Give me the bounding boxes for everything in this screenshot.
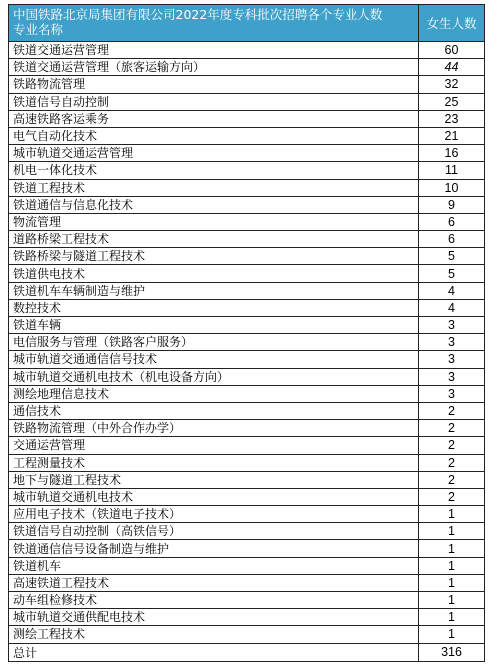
table-row xyxy=(9,145,485,162)
female-count-cell: 2 xyxy=(419,402,485,419)
female-count-cell: 4 xyxy=(419,299,485,316)
female-count-cell: 10 xyxy=(419,179,485,196)
female-count-cell: 3 xyxy=(419,317,485,334)
female-count-cell: 3 xyxy=(419,368,485,385)
major-name-cell: 电信服务与管理（铁路客户服务） xyxy=(9,334,419,351)
table-row xyxy=(9,42,485,59)
major-name-cell: 铁路桥梁与隧道工程技术 xyxy=(9,248,419,265)
column-header-count: 女生人数 xyxy=(419,5,485,42)
female-count-cell: 2 xyxy=(419,471,485,488)
table-row xyxy=(9,179,485,196)
major-name-cell: 铁道信号自动控制（高铁信号） xyxy=(9,523,419,540)
female-count-cell: 1 xyxy=(419,592,485,609)
table-row xyxy=(9,299,485,316)
major-name-cell: 道路桥梁工程技术 xyxy=(9,231,419,248)
major-name-cell: 铁道机车车辆制造与维护 xyxy=(9,282,419,299)
female-count-cell: 21 xyxy=(419,127,485,144)
female-count-cell: 60 xyxy=(419,42,485,59)
female-count-cell: 6 xyxy=(419,213,485,230)
major-name-cell: 铁路物流管理 xyxy=(9,76,419,93)
major-name-cell: 铁道交通运营管理 xyxy=(9,42,419,59)
female-count-cell: 1 xyxy=(419,557,485,574)
table-row xyxy=(9,334,485,351)
major-name-cell: 交通运营管理 xyxy=(9,437,419,454)
major-name-cell: 铁道工程技术 xyxy=(9,179,419,196)
table-row xyxy=(9,557,485,574)
table-header xyxy=(9,5,485,42)
female-count-cell: 1 xyxy=(419,609,485,626)
table-row xyxy=(9,626,485,643)
table-row xyxy=(9,402,485,419)
table-row xyxy=(9,506,485,523)
table-footer xyxy=(9,643,485,661)
major-name-cell: 测绘工程技术 xyxy=(9,626,419,643)
major-name-cell: 工程测量技术 xyxy=(9,454,419,471)
major-name-cell: 城市轨道交通运营管理 xyxy=(9,145,419,162)
table-row xyxy=(9,248,485,265)
table-row xyxy=(9,437,485,454)
major-name-cell: 动车组检修技术 xyxy=(9,592,419,609)
table-body xyxy=(9,42,485,644)
female-count-cell: 1 xyxy=(419,626,485,643)
major-name-cell: 铁道通信与信息化技术 xyxy=(9,196,419,213)
table-title: 中国铁路北京局集团有限公司2022年度专科批次招聘各个专业人数 xyxy=(13,7,383,22)
total-row xyxy=(9,643,485,661)
major-name-cell: 高速铁路客运乘务 xyxy=(9,110,419,127)
female-count-cell: 25 xyxy=(419,93,485,110)
major-name-cell: 高速铁道工程技术 xyxy=(9,574,419,591)
female-count-cell: 23 xyxy=(419,110,485,127)
table-row xyxy=(9,231,485,248)
table-row xyxy=(9,540,485,557)
major-name-cell: 数控技术 xyxy=(9,299,419,316)
major-name-cell: 城市轨道交通供配电技术 xyxy=(9,609,419,626)
major-name-cell: 城市轨道交通机电技术（机电设备方向） xyxy=(9,368,419,385)
total-value: 316 xyxy=(419,643,485,661)
table-row xyxy=(9,523,485,540)
major-name-cell: 铁道车辆 xyxy=(9,317,419,334)
female-count-cell: 2 xyxy=(419,454,485,471)
major-name-cell: 城市轨道交通通信信号技术 xyxy=(9,351,419,368)
female-count-cell: 5 xyxy=(419,265,485,282)
female-count-cell: 3 xyxy=(419,351,485,368)
female-count-cell: 2 xyxy=(419,437,485,454)
table-row xyxy=(9,196,485,213)
major-name-cell: 物流管理 xyxy=(9,213,419,230)
table-row xyxy=(9,127,485,144)
table-row xyxy=(9,592,485,609)
table-row xyxy=(9,59,485,76)
female-count-cell: 6 xyxy=(419,231,485,248)
female-count-cell: 1 xyxy=(419,523,485,540)
female-count-cell: 2 xyxy=(419,420,485,437)
major-name-cell: 地下与隧道工程技术 xyxy=(9,471,419,488)
female-count-cell: 11 xyxy=(419,162,485,179)
column-header-major: 专业名称 xyxy=(13,22,64,37)
female-count-cell: 16 xyxy=(419,145,485,162)
female-count-cell: 1 xyxy=(419,506,485,523)
major-name-cell: 通信技术 xyxy=(9,402,419,419)
female-count-cell: 9 xyxy=(419,196,485,213)
table-row xyxy=(9,213,485,230)
female-count-cell: 5 xyxy=(419,248,485,265)
table-row xyxy=(9,574,485,591)
female-count-cell: 44 xyxy=(419,59,485,76)
table-row xyxy=(9,93,485,110)
table-row xyxy=(9,317,485,334)
major-name-cell: 测绘地理信息技术 xyxy=(9,385,419,402)
female-count-cell: 3 xyxy=(419,385,485,402)
major-name-cell: 铁道交通运营管理（旅客运输方向） xyxy=(9,59,419,76)
major-name-cell: 铁道通信信号设备制造与维护 xyxy=(9,540,419,557)
table-row xyxy=(9,454,485,471)
recruitment-table xyxy=(8,4,485,662)
female-count-cell: 32 xyxy=(419,76,485,93)
major-name-cell: 机电一体化技术 xyxy=(9,162,419,179)
table-row xyxy=(9,471,485,488)
female-count-cell: 4 xyxy=(419,282,485,299)
major-name-cell: 铁道信号自动控制 xyxy=(9,93,419,110)
female-count-cell: 2 xyxy=(419,488,485,505)
major-name-cell: 电气自动化技术 xyxy=(9,127,419,144)
total-label: 总计 xyxy=(9,643,419,661)
header-title-cell xyxy=(9,5,419,42)
table-row xyxy=(9,488,485,505)
major-name-cell: 应用电子技术（铁道电子技术） xyxy=(9,506,419,523)
table-row xyxy=(9,76,485,93)
female-count-cell: 3 xyxy=(419,334,485,351)
major-name-cell: 铁路物流管理（中外合作办学） xyxy=(9,420,419,437)
major-name-cell: 铁道机车 xyxy=(9,557,419,574)
table-row xyxy=(9,282,485,299)
table-row xyxy=(9,385,485,402)
table-row xyxy=(9,420,485,437)
table-row xyxy=(9,110,485,127)
table-row xyxy=(9,609,485,626)
female-count-cell: 1 xyxy=(419,540,485,557)
major-name-cell: 铁道供电技术 xyxy=(9,265,419,282)
table-row xyxy=(9,162,485,179)
table-row xyxy=(9,265,485,282)
table-row xyxy=(9,351,485,368)
major-name-cell: 城市轨道交通机电技术 xyxy=(9,488,419,505)
female-count-cell: 1 xyxy=(419,574,485,591)
table-row xyxy=(9,368,485,385)
recruitment-table-sheet xyxy=(8,4,484,662)
